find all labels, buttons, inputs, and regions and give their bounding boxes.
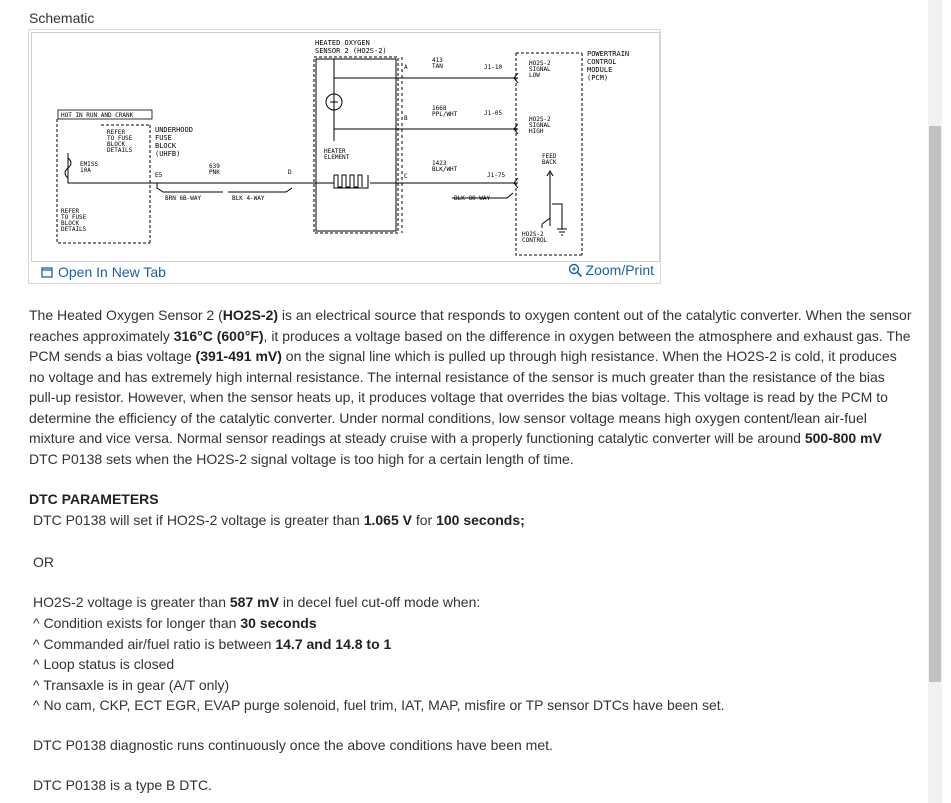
svg-text:1423: 1423 <box>432 160 447 167</box>
text-run: in decel fuel cut-off mode when: <box>278 594 481 610</box>
param-line <box>33 697 725 713</box>
wiring-diagram <box>32 33 659 261</box>
param-line <box>33 677 229 693</box>
svg-text:FEED: FEED <box>542 153 557 160</box>
svg-text:HIGH: HIGH <box>529 128 544 135</box>
text-run: ^ Commanded air/fuel ratio is between <box>33 636 276 652</box>
bold-value: 100 seconds; <box>436 512 525 528</box>
text-run: ^ Loop status is closed <box>33 656 175 672</box>
param-line <box>33 594 480 610</box>
svg-text:HO2S-2: HO2S-2 <box>529 60 551 67</box>
text-run: ^ No cam, CKP, ECT EGR, EVAP purge solenoid, fuel trim, IAT, MAP, misfire or TP sensor DTCs have been set. <box>33 697 725 713</box>
svg-text:MODULE: MODULE <box>587 66 613 74</box>
svg-text:SIGNAL: SIGNAL <box>529 66 551 73</box>
svg-text:BLK 80-WAY: BLK 80-WAY <box>454 195 491 202</box>
svg-text:BLOCK: BLOCK <box>155 142 177 150</box>
param-line <box>33 656 174 672</box>
text-run: is an electrical source that responds to oxygen content out of the catalytic converter. When the sensor reaches approximately <box>29 307 912 344</box>
open-tab-label: Open In New Tab <box>58 264 166 280</box>
svg-text:639: 639 <box>209 163 220 170</box>
zoom-print-link[interactable] <box>568 262 654 278</box>
svg-text:ELEMENT: ELEMENT <box>324 154 350 161</box>
hot-in-run-label: HOT IN RUN AND CRANK <box>61 112 134 119</box>
bold-value: 500-800 mV <box>804 430 882 446</box>
svg-text:J1-10: J1-10 <box>484 64 503 71</box>
svg-text:LOW: LOW <box>529 72 540 79</box>
svg-text:HO2S-2: HO2S-2 <box>529 116 551 123</box>
svg-text:BLOCK: BLOCK <box>61 220 80 227</box>
svg-text:SIGNAL: SIGNAL <box>529 122 551 129</box>
svg-text:D: D <box>288 169 292 176</box>
bold-value: 14.7 and 14.8 to 1 <box>275 636 392 652</box>
svg-text:HEATER: HEATER <box>324 148 346 155</box>
schematic-image[interactable] <box>31 32 660 262</box>
dtc-parameters-heading: DTC PARAMETERS <box>29 491 159 507</box>
text-run: DTC P0138 diagnostic runs continuously once the above conditions have been met. <box>33 737 553 753</box>
text-run: HO2S-2 voltage is greater than <box>33 594 230 610</box>
svg-text:J1-05: J1-05 <box>484 110 503 117</box>
svg-text:(UHFB): (UHFB) <box>155 150 181 158</box>
text-run: The Heated Oxygen Sensor 2 ( <box>29 307 223 323</box>
svg-text:CONTROL: CONTROL <box>522 237 548 244</box>
param-line <box>33 615 317 631</box>
text-run: DTC P0138 sets when the HO2S-2 signal voltage is too high for a certain length of time. <box>29 450 574 467</box>
svg-text:BLOCK: BLOCK <box>107 141 126 148</box>
bold-value: 587 mV <box>229 594 279 610</box>
zoom-print-label: Zoom/Print <box>585 262 654 278</box>
text-run: OR <box>33 554 54 570</box>
scrollbar-thumb[interactable] <box>929 126 941 682</box>
text-run: DTC P0138 is a type B DTC. <box>33 777 212 793</box>
svg-text:(PCM): (PCM) <box>587 74 609 82</box>
open-tab-icon <box>41 266 53 278</box>
bold-value: HO2S-2) <box>222 307 279 323</box>
svg-text:EMISS: EMISS <box>80 161 99 168</box>
svg-text:HO2S-2: HO2S-2 <box>522 231 544 238</box>
svg-text:413: 413 <box>432 57 443 64</box>
text-run: ^ Transaxle is in gear (A/T only) <box>33 677 230 693</box>
svg-text:TO FUSE: TO FUSE <box>107 135 133 142</box>
svg-text:BLK/WHT: BLK/WHT <box>432 166 458 173</box>
text-run: on the signal line which is pulled up through high resistance. When the HO2S-2 is cold, it produces no voltage and has extremely high internal resistance. The internal resistance of the sensor is much greater than the resistance of the bias pull-up resistor. However, when the sensor heats up, it produces voltage that overrides the bias voltage. This voltage is read by the PCM to determine the efficiency of the catalytic converter. Under normal conditions, low sensor voltage means high oxygen content/lean air-fuel mixture and vice versa. Normal sensor readings at steady cruise with a properly functioning catalytic converter will be around <box>29 348 897 446</box>
param-line <box>33 554 54 570</box>
svg-text:HEATED OXYGEN: HEATED OXYGEN <box>315 39 370 47</box>
svg-text:UNDERHOOD: UNDERHOOD <box>155 126 193 134</box>
zoom-icon <box>568 263 583 278</box>
section-title: Schematic <box>29 10 95 26</box>
svg-text:REFER: REFER <box>61 208 80 215</box>
svg-text:PNK: PNK <box>209 169 220 176</box>
svg-text:J1-75: J1-75 <box>487 172 506 179</box>
param-line <box>33 777 212 793</box>
svg-text:B: B <box>404 115 408 122</box>
svg-text:POWERTRAIN: POWERTRAIN <box>587 50 630 58</box>
param-line <box>33 636 391 652</box>
bold-value: 1.065 V <box>363 512 412 528</box>
bold-value: (391-491 mV) <box>195 348 282 364</box>
svg-text:PPL/WHT: PPL/WHT <box>432 111 458 118</box>
svg-text:BACK: BACK <box>542 159 557 166</box>
svg-text:SENSOR 2 (HO2S-2): SENSOR 2 (HO2S-2) <box>315 47 387 55</box>
text-run: DTC P0138 will set if HO2S-2 voltage is greater than <box>33 512 364 528</box>
text-run: for <box>411 512 437 528</box>
svg-text:DETAILS: DETAILS <box>107 147 133 154</box>
svg-text:TO FUSE: TO FUSE <box>61 214 87 221</box>
open-in-new-tab-link[interactable] <box>41 264 166 280</box>
description-paragraph <box>29 305 914 469</box>
svg-text:BRN 6B-WAY: BRN 6B-WAY <box>165 195 202 202</box>
svg-text:10A: 10A <box>80 167 91 174</box>
svg-text:E5: E5 <box>155 172 163 179</box>
svg-text:DETAILS: DETAILS <box>61 226 87 233</box>
svg-text:C: C <box>404 173 408 180</box>
text-run: ^ Condition exists for longer than <box>33 615 241 631</box>
svg-text:CONTROL: CONTROL <box>587 58 617 66</box>
text-run: , it produces a voltage based on the difference in oxygen between the atmosphere and exhaust gas. The PCM sends a bias voltage <box>29 327 911 364</box>
svg-text:REFER: REFER <box>107 129 126 136</box>
svg-text:1668: 1668 <box>432 105 447 112</box>
svg-text:A: A <box>404 64 408 71</box>
bold-value: 316°C (600°F) <box>173 327 264 344</box>
svg-text:BLK 4-WAY: BLK 4-WAY <box>232 195 265 202</box>
svg-text:TAN: TAN <box>432 63 443 70</box>
schematic-panel <box>28 29 661 284</box>
param-line <box>33 512 525 528</box>
svg-text:FUSE: FUSE <box>155 134 172 142</box>
param-line <box>33 737 553 753</box>
bold-value: 30 seconds <box>240 615 317 631</box>
